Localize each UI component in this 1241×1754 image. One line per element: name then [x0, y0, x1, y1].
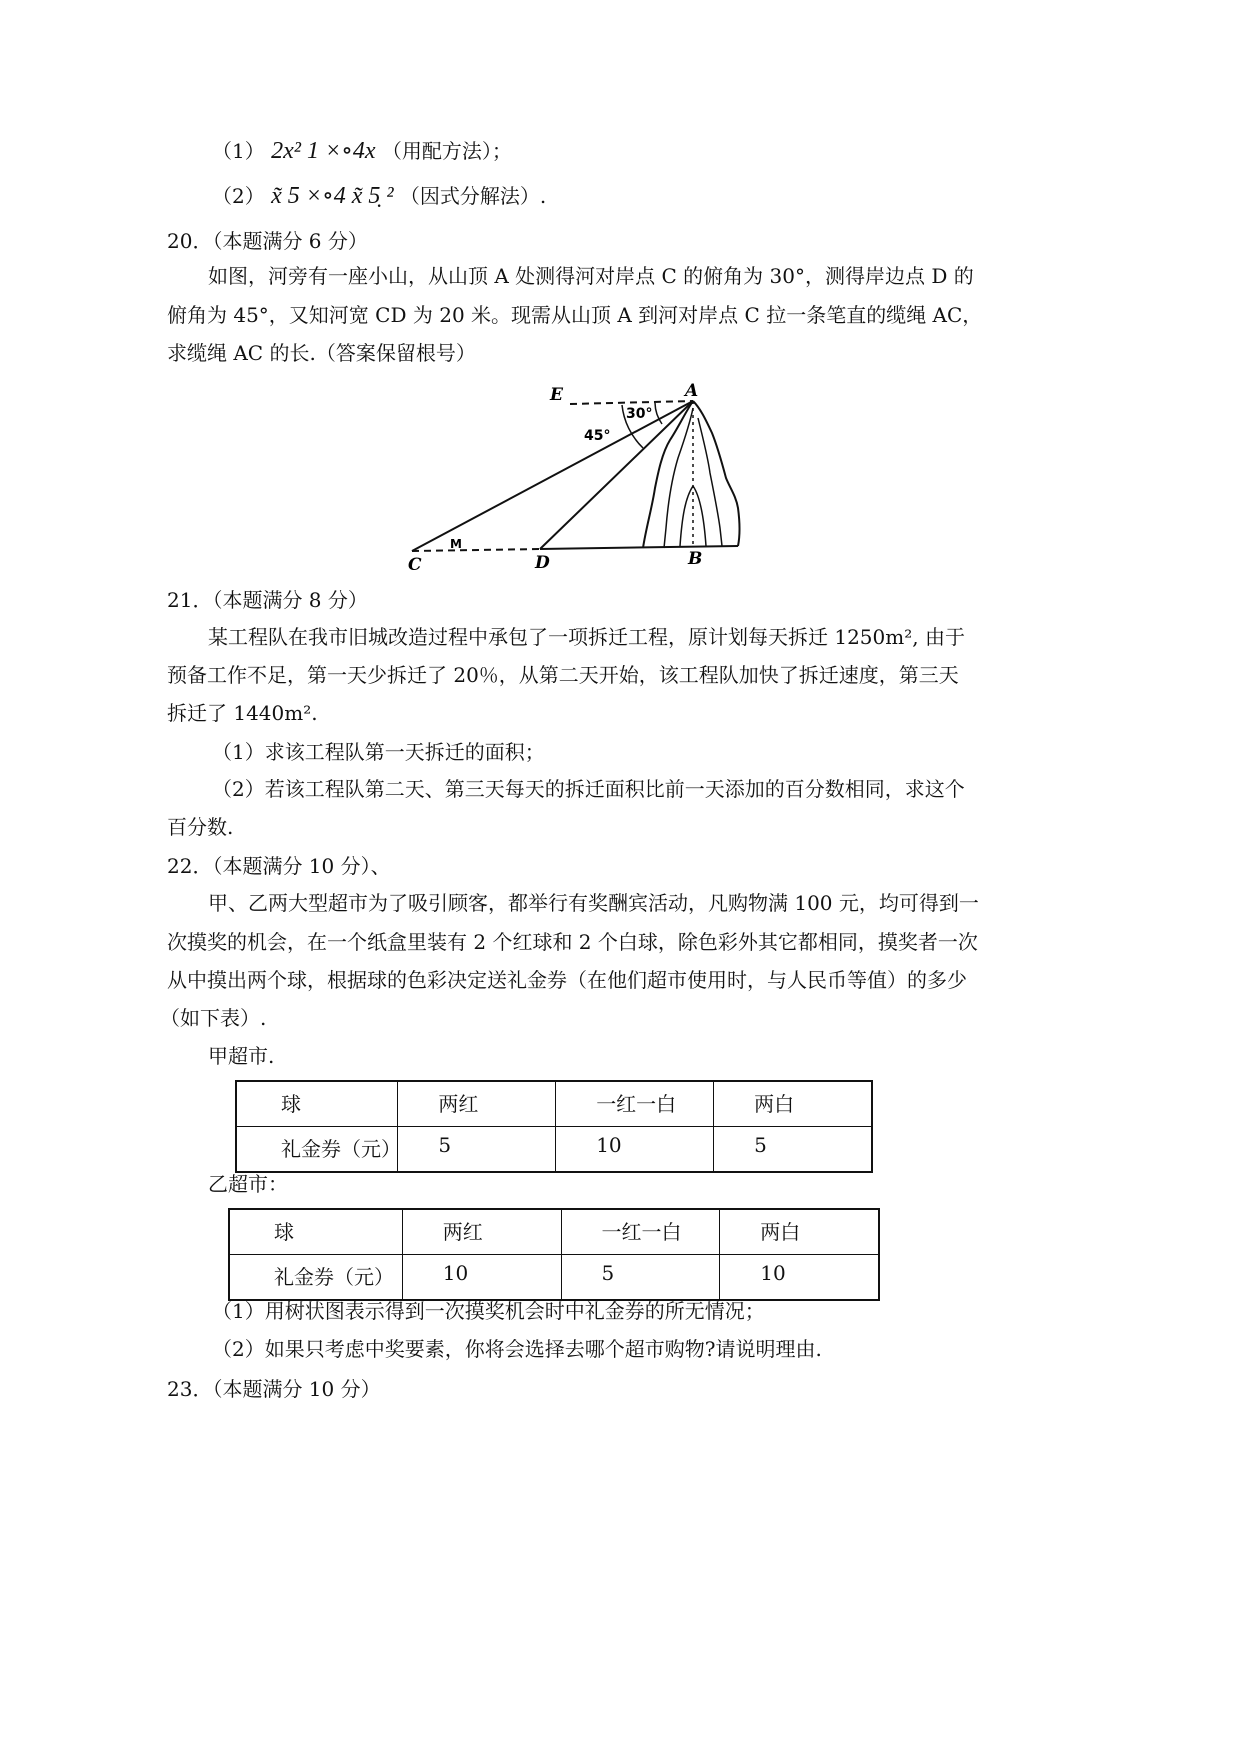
label-A: A [685, 381, 699, 401]
store-a-prize-table [235, 1080, 873, 1173]
q20-text-line1: 如图，河旁有一座小山，从山顶 A 处测得河对岸点 C 的俯角为 30°，测得岸边点 D 的 [208, 264, 974, 288]
q19-part2 [212, 183, 546, 209]
table-cell: 5 [398, 1127, 556, 1173]
line-AC [412, 401, 693, 551]
label-angle-45: 45° [584, 428, 611, 444]
line-EA [570, 401, 693, 404]
q19-part2-equation: x̃ 5 ×∘4 x̃ 5̣ ² [271, 183, 394, 209]
label-angle-30: 30° [626, 406, 653, 422]
table-row [229, 1255, 879, 1301]
line-DB [540, 546, 738, 549]
q19-part2-method: （因式分解法）. [399, 184, 547, 208]
q22-text-line1: 甲、乙两大型超市为了吸引顾客，都举行有奖酬宾活动，凡购物满 100 元，均可得到一 [208, 891, 979, 915]
q20-text-line2: 俯角为 45°，又知河宽 CD 为 20 米。现需从山顶 A 到河对岸点 C 拉一条笔直的缆绳 AC， [167, 303, 983, 327]
store-b-label: 乙超市： [208, 1172, 288, 1196]
table-cell: 两红 [402, 1209, 561, 1255]
q21-text-line1: 某工程队在我市旧城改造过程中承包了一项拆迁工程，原计划每天拆迁 1250m², 由于 [208, 625, 965, 649]
q22-part2: （2）如果只考虑中奖要素，你将会选择去哪个超市购物?请说明理由. [212, 1337, 822, 1361]
store-b-prize-table [228, 1208, 880, 1301]
table-cell: 球 [229, 1209, 402, 1255]
label-C: C [408, 555, 422, 574]
mountain-inner-ridge-2 [698, 418, 722, 546]
table-cell: 5 [561, 1255, 720, 1301]
table-cell: 5 [714, 1127, 872, 1173]
q21-text-line2: 预备工作不足，第一天少拆迁了 20％，从第二天开始，该工程队加快了拆迁速度，第三天 [167, 663, 959, 687]
q22-part1: （1）用树状图表示得到一次摸奖机会时中礼金券的所无情况； [212, 1299, 765, 1323]
q19-part2-label: （2） [212, 184, 265, 208]
q19-part1 [212, 138, 512, 164]
mountain-inner-ridge-1 [664, 408, 693, 548]
line-AD [540, 401, 693, 549]
q19-part1-equation: 2x² 1 ×∘4x [271, 138, 376, 164]
q21-part2-line1: （2）若该工程队第二天、第三天每天的拆迁面积比前一天添加的百分数相同，求这个 [212, 777, 965, 801]
q22-header: 22．（本题满分 10 分）、 [167, 854, 391, 878]
q19-part1-method: （用配方法）； [381, 139, 512, 163]
q22-text-line2: 次摸奖的机会，在一个纸盒里装有 2 个红球和 2 个白球，除色彩外其它都相同，摸奖者一次 [167, 930, 978, 954]
q21-part1: （1）求该工程队第一天拆迁的面积； [212, 740, 545, 764]
q21-part2-line2: 百分数. [167, 815, 234, 839]
q23-header: 23．（本题满分 10 分） [167, 1377, 381, 1401]
table-cell: 礼金券（元） [229, 1255, 402, 1301]
table-row [236, 1127, 872, 1173]
table-cell: 10 [402, 1255, 561, 1301]
mountain-right-edge [693, 401, 740, 546]
label-E: E [550, 385, 563, 405]
table-cell: 一红一白 [561, 1209, 720, 1255]
q21-text-line3: 拆迁了 1440m². [167, 701, 318, 725]
table-cell: 礼金券（元） [236, 1127, 398, 1173]
q20-header: 20．（本题满分 6 分） [167, 229, 368, 253]
store-a-label: 甲超市. [208, 1044, 275, 1068]
label-D: D [535, 553, 550, 573]
table-cell: 两白 [720, 1209, 879, 1255]
q22-text-line3: 从中摸出两个球，根据球的色彩决定送礼金券（在他们超市使用时，与人民币等值）的多少 [167, 968, 967, 992]
q20-mountain-figure [400, 378, 760, 574]
label-B: B [688, 549, 703, 569]
table-cell: 球 [236, 1081, 398, 1127]
q19-part1-label: （1） [212, 139, 265, 163]
label-angle-mark: M [450, 537, 462, 551]
q22-text-line4: （如下表）. [160, 1006, 267, 1030]
line-CD [412, 549, 540, 551]
table-cell: 两红 [398, 1081, 556, 1127]
table-row [229, 1209, 879, 1255]
table-cell: 10 [720, 1255, 879, 1301]
q20-text-line3: 求缆绳 AC 的长.（答案保留根号） [167, 341, 476, 365]
table-cell: 一红一白 [556, 1081, 714, 1127]
table-cell: 10 [556, 1127, 714, 1173]
q21-header: 21．（本题满分 8 分） [167, 588, 368, 612]
table-row [236, 1081, 872, 1127]
table-cell: 两白 [714, 1081, 872, 1127]
